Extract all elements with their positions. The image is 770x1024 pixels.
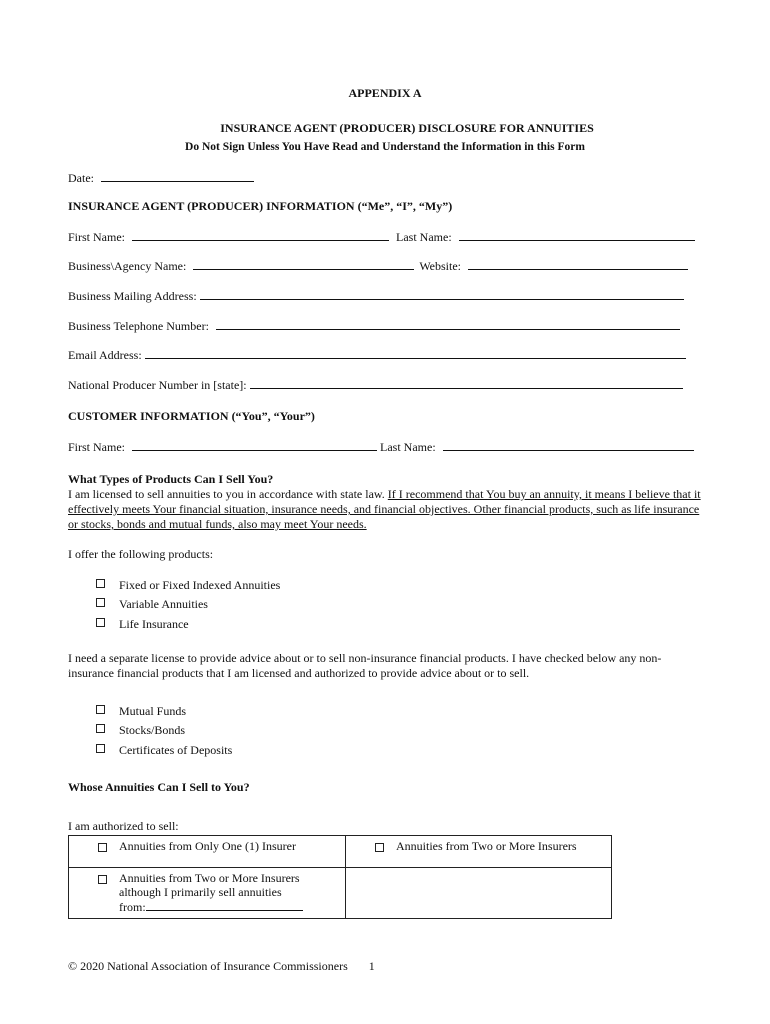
customer-last-name-label: Last Name: — [380, 440, 436, 454]
checkbox-icon[interactable] — [96, 579, 105, 588]
offer-label: I offer the following products: — [68, 547, 214, 561]
page-footer — [68, 959, 375, 974]
customer-first-name-label: First Name: — [68, 440, 125, 454]
license-note: I need a separate license to provide advice about or to sell non-insurance financial products. I have checked below any non-insurance financial products that I am licensed and authorized to provide advice about or to sell. — [68, 651, 662, 680]
checkbox-icon[interactable] — [96, 724, 105, 733]
telephone-row — [68, 318, 680, 334]
email-field[interactable] — [145, 347, 686, 359]
agent-last-name-field[interactable] — [459, 229, 695, 241]
two-or-more-label: Annuities from Two or More Insurers — [396, 839, 577, 853]
customer-section-heading: CUSTOMER INFORMATION (“You”, “Your”) — [68, 409, 315, 423]
option-life-insurance[interactable] — [96, 617, 189, 632]
option-mutual-funds[interactable] — [96, 704, 186, 719]
checkbox-icon[interactable] — [375, 843, 384, 852]
website-label: Website: — [419, 259, 462, 273]
auth-cell-one-insurer[interactable] — [69, 836, 346, 868]
agent-first-name-field[interactable] — [132, 229, 389, 241]
option-stocks-bonds[interactable] — [96, 723, 185, 738]
one-insurer-label: Annuities from Only One (1) Insurer — [119, 839, 296, 853]
mailing-address-field[interactable] — [200, 288, 684, 300]
auth-cell-primarily[interactable] — [69, 868, 346, 919]
page-number: 1 — [368, 959, 375, 973]
customer-last-name-field[interactable] — [443, 439, 694, 451]
email-label: Email Address: — [68, 348, 142, 362]
website-field[interactable] — [468, 258, 688, 270]
option-certificates-of-deposits[interactable] — [96, 743, 232, 758]
mailing-address-row — [68, 288, 684, 304]
products-intro-underlined: If I recommend that You buy an annuity, it means I believe that it effectively meets Your financial situation, insurance needs, and financial objectives. Other financial products, such as life insurance or stocks, bonds and mutual funds, also may meet Your needs. — [68, 487, 701, 531]
agency-row — [68, 258, 688, 274]
date-label: Date: — [68, 171, 94, 185]
checkbox-icon[interactable] — [96, 598, 105, 607]
option-fixed-annuities[interactable] — [96, 578, 280, 593]
email-row — [68, 347, 686, 363]
authorized-label: I am authorized to sell: — [68, 819, 179, 833]
primarily-line-1: Annuities from Two or More Insurers — [119, 871, 300, 885]
mailing-address-label: Business Mailing Address: — [68, 289, 197, 303]
customer-name-row — [68, 439, 694, 455]
agency-name-label: Business\Agency Name: — [68, 259, 187, 273]
whose-annuities-heading: Whose Annuities Can I Sell to You? — [68, 780, 250, 794]
telephone-field[interactable] — [216, 318, 680, 330]
option-label: Life Insurance — [119, 617, 189, 631]
checkbox-icon[interactable] — [98, 843, 107, 852]
option-label: Mutual Funds — [119, 704, 187, 718]
customer-first-name-field[interactable] — [132, 439, 377, 451]
npn-field[interactable] — [250, 377, 683, 389]
option-label: Certificates of Deposits — [119, 743, 233, 757]
primarily-line-2: although I primarily sell annuities — [119, 885, 282, 899]
date-row — [68, 170, 254, 186]
checkbox-icon[interactable] — [96, 705, 105, 714]
agent-last-name-label: Last Name: — [396, 230, 452, 244]
agent-name-row — [68, 229, 695, 245]
npn-label: National Producer Number in [state]: — [68, 378, 247, 392]
agent-section-heading: INSURANCE AGENT (PRODUCER) INFORMATION (“Me”, “I”, “My”) — [68, 199, 453, 213]
products-heading: What Types of Products Can I Sell You? — [68, 472, 274, 486]
appendix-label: APPENDIX A — [348, 86, 422, 100]
telephone-label: Business Telephone Number: — [68, 319, 209, 333]
option-label: Variable Annuities — [119, 597, 208, 611]
option-variable-annuities[interactable] — [96, 597, 208, 612]
agent-first-name-label: First Name: — [68, 230, 125, 244]
checkbox-icon[interactable] — [96, 618, 105, 627]
copyright-text: © 2020 National Association of Insurance Commissioners — [68, 959, 348, 973]
npn-row — [68, 377, 683, 393]
primarily-line-3-row — [119, 899, 345, 914]
checkbox-icon[interactable] — [98, 875, 107, 884]
products-intro-plain: I am licensed to sell annuities to you in accordance with state law. — [68, 487, 388, 501]
auth-cell-two-or-more[interactable] — [346, 836, 612, 868]
primarily-line-3: from: — [119, 900, 146, 914]
auth-cell-empty — [346, 868, 612, 919]
primarily-insurer-field[interactable] — [146, 899, 303, 911]
agency-name-field[interactable] — [193, 258, 414, 270]
date-field[interactable] — [101, 170, 254, 182]
option-label: Fixed or Fixed Indexed Annuities — [119, 578, 281, 592]
checkbox-icon[interactable] — [96, 744, 105, 753]
form-title: INSURANCE AGENT (PRODUCER) DISCLOSURE FOR ANNUITIES — [220, 121, 594, 135]
option-label: Stocks/Bonds — [119, 723, 186, 737]
authorization-table — [68, 835, 612, 919]
products-intro-paragraph — [68, 487, 704, 532]
form-subtitle: Do Not Sign Unless You Have Read and Understand the Information in this Form — [185, 141, 585, 153]
